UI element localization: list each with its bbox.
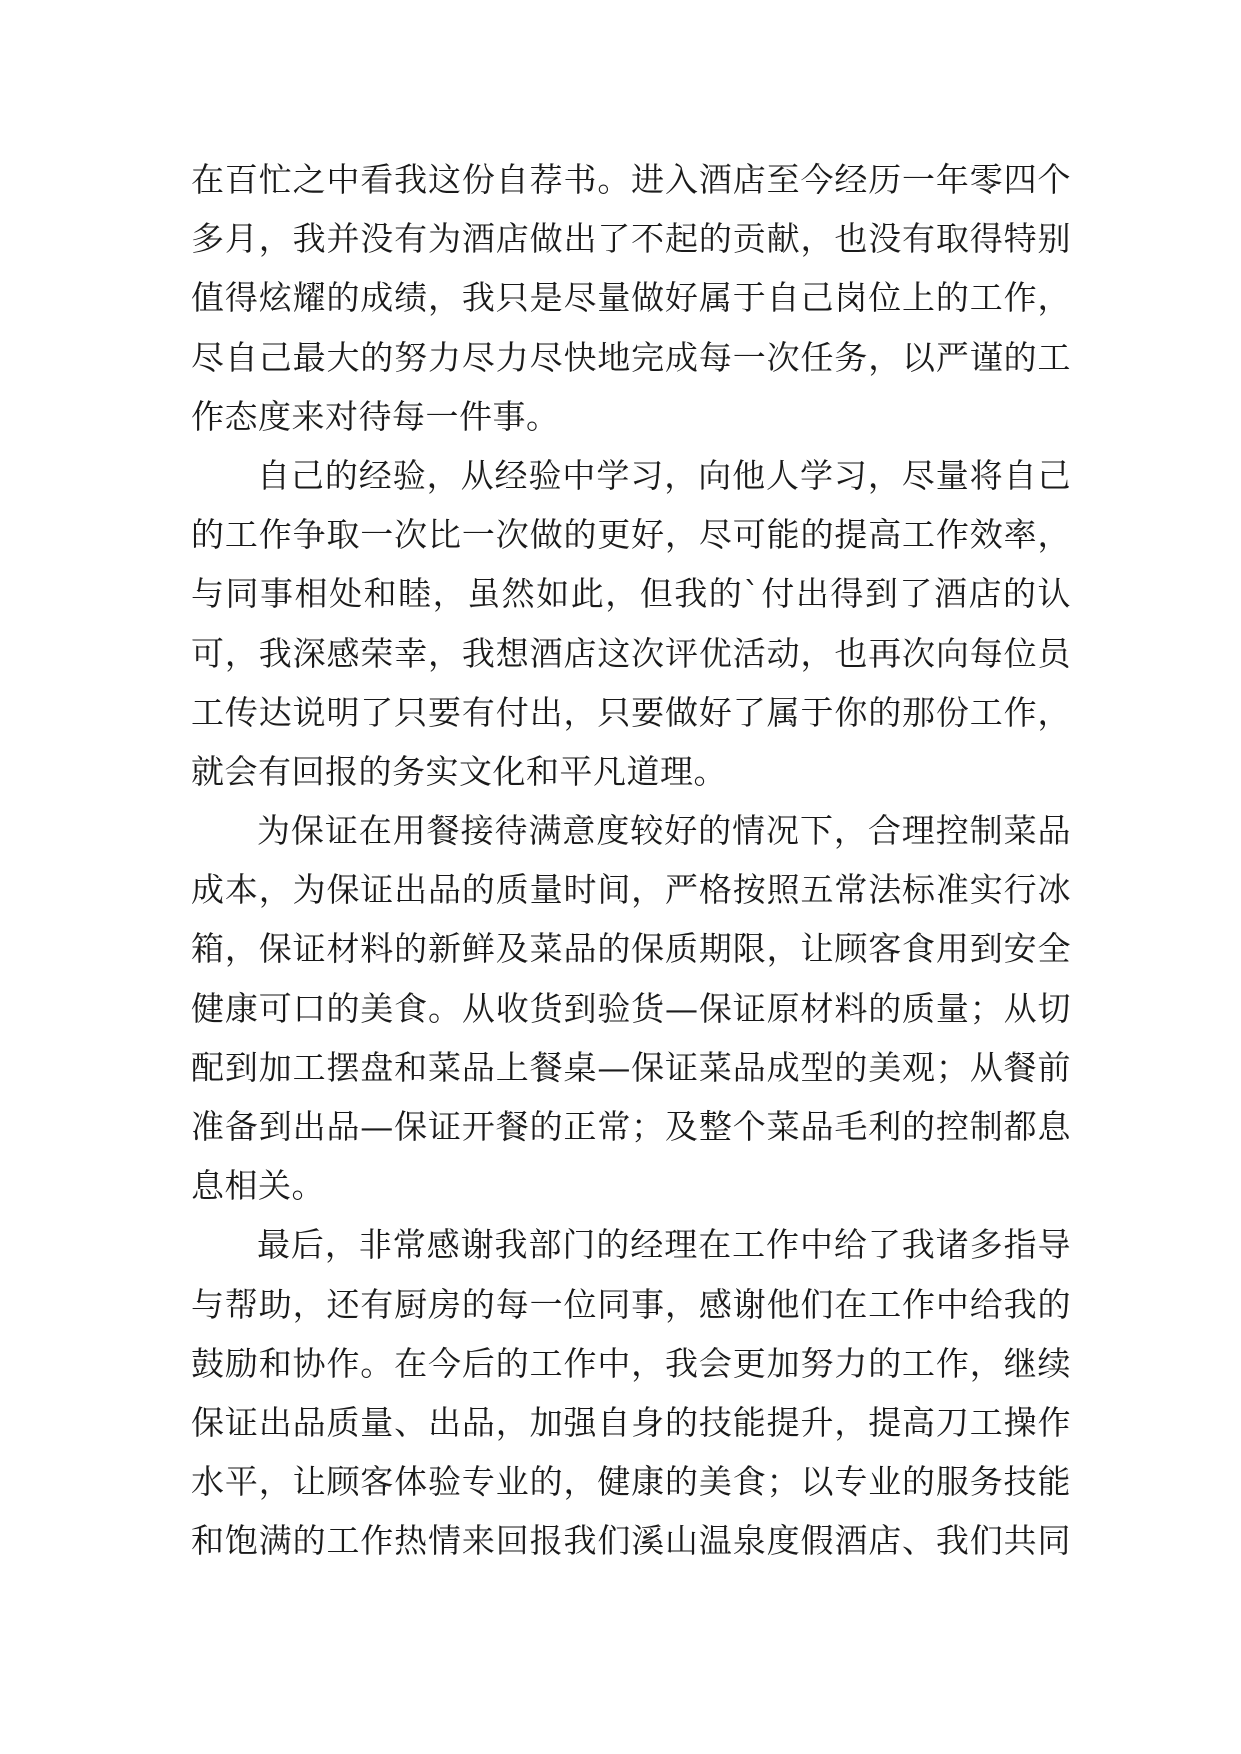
paragraph-2-line-6: 就会有回报的务实文化和平凡道理。 — [191, 751, 727, 791]
paragraph-2-line-5: 工传达说明了只要有付出，只要做好了属于你的那份工作， — [191, 692, 1071, 732]
paragraph-1-line-5: 作态度来对待每一件事。 — [191, 396, 560, 436]
paragraph-3-line-2: 成本，为保证出品的质量时间，严格按照五常法标准实行冰 — [191, 870, 1071, 910]
paragraph-4-line-2: 与帮助，还有厨房的每一位同事，感谢他们在工作中给我的 — [191, 1284, 1071, 1324]
paragraph-3-line-7: 息相关。 — [191, 1166, 325, 1206]
paragraph-4-line-3: 鼓励和协作。在今后的工作中，我会更加努力的工作，继续 — [191, 1343, 1071, 1383]
paragraph-3-line-4: 健康可口的美食。从收货到验货—保证原材料的质量；从切 — [191, 988, 1071, 1028]
paragraph-2-line-4: 可，我深感荣幸，我想酒店这次评优活动，也再次向每位员 — [191, 633, 1071, 673]
paragraph-3-line-6: 准备到出品—保证开餐的正常；及整个菜品毛利的控制都息 — [191, 1107, 1071, 1146]
paragraph-1-line-3: 值得炫耀的成绩，我只是尽量做好属于自己岗位上的工作， — [191, 278, 1071, 318]
paragraph-4-line-4: 保证出品质量、出品，加强自身的技能提升，提高刀工操作 — [191, 1402, 1071, 1442]
document-body — [191, 150, 1071, 1571]
paragraph-3-line-5: 配到加工摆盘和菜品上餐桌—保证菜品成型的美观；从餐前 — [191, 1047, 1071, 1087]
paragraph-1-line-1: 在百忙之中看我这份自荐书。进入酒店至今经历一年零四个 — [191, 160, 1071, 199]
paragraph-4-line-5: 水平，让顾客体验专业的，健康的美食；以专业的服务技能 — [191, 1462, 1071, 1502]
paragraph-2-line-1: 自己的经验，从经验中学习，向他人学习，尽量将自己 — [257, 455, 1071, 495]
paragraph-1-line-4: 尽自己最大的努力尽力尽快地完成每一次任务，以严谨的工 — [191, 337, 1071, 377]
paragraph-3-line-3: 箱，保证材料的新鲜及菜品的保质期限，让顾客食用到安全 — [191, 929, 1071, 969]
paragraph-4-line-1: 最后，非常感谢我部门的经理在工作中给了我诸多指导 — [257, 1225, 1071, 1265]
paragraph-2-line-3: 与同事相处和睦，虽然如此，但我的`付出得到了酒店的认 — [191, 574, 1071, 614]
paragraph-4-line-6: 和饱满的工作热情来回报我们溪山温泉度假酒店、我们共同 — [191, 1521, 1071, 1561]
paragraph-2-line-2: 的工作争取一次比一次做的更好，尽可能的提高工作效率， — [191, 515, 1071, 555]
paragraph-3-line-1: 为保证在用餐接待满意度较好的情况下，合理控制菜品 — [257, 811, 1071, 851]
paragraph-1-line-2: 多月，我并没有为酒店做出了不起的贡献，也没有取得特别 — [191, 219, 1071, 259]
